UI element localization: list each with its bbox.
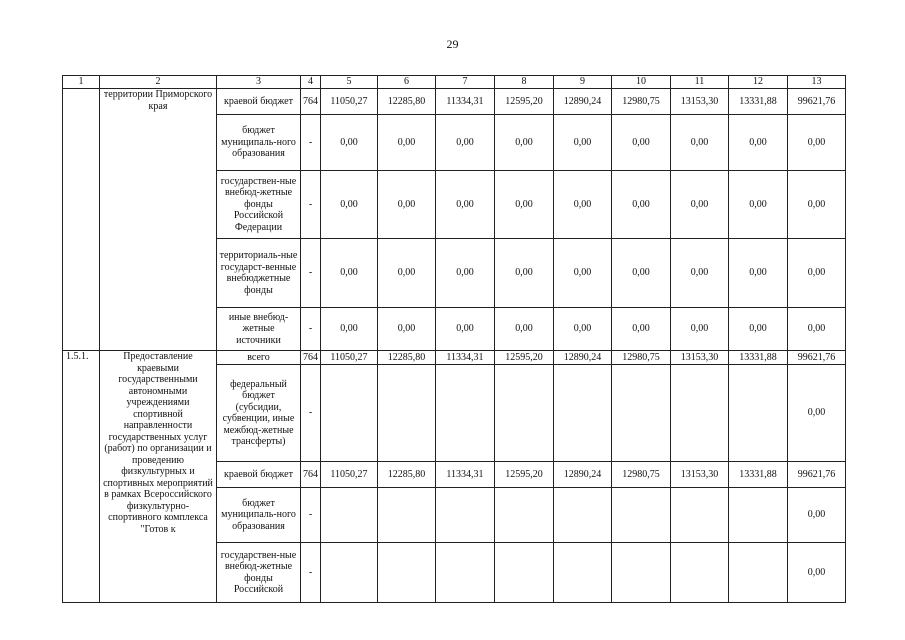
value-year: 13331,88: [729, 89, 788, 115]
value-total: 0,00: [788, 171, 846, 239]
value-year: 0,00: [495, 239, 554, 308]
value-total: 99621,76: [788, 462, 846, 488]
value-year: 11050,27: [321, 351, 378, 365]
value-year: 13331,88: [729, 351, 788, 365]
value-year: 0,00: [495, 115, 554, 171]
header-cell: 11: [671, 76, 729, 89]
value-year: 0,00: [671, 308, 729, 351]
value-total: 99621,76: [788, 351, 846, 365]
value-year: 12890,24: [554, 462, 612, 488]
value-total: 0,00: [788, 308, 846, 351]
funding-source: территориаль-ные государст-венные внебюджетные фонды: [217, 239, 301, 308]
value-year: 0,00: [729, 308, 788, 351]
value-year: 12285,80: [378, 89, 436, 115]
funding-source: бюджет муниципаль-ного образования: [217, 115, 301, 171]
item-name: территории Приморского края: [100, 89, 217, 351]
value-year: 13331,88: [729, 462, 788, 488]
value-year: [729, 365, 788, 462]
value-year: [378, 365, 436, 462]
value-year: 13153,30: [671, 351, 729, 365]
value-year: [495, 543, 554, 603]
value-year: 12285,80: [378, 462, 436, 488]
funding-source: государствен-ные внебюд-жетные фонды Российской: [217, 543, 301, 603]
value-year: [554, 543, 612, 603]
item-number: 1.5.1.: [63, 351, 100, 603]
value-year: 12980,75: [612, 89, 671, 115]
budget-code: 764: [301, 89, 321, 115]
value-total: 0,00: [788, 488, 846, 543]
value-year: 0,00: [729, 115, 788, 171]
value-year: 0,00: [729, 239, 788, 308]
budget-code: -: [301, 365, 321, 462]
header-cell: 9: [554, 76, 612, 89]
value-year: 0,00: [321, 308, 378, 351]
value-year: 0,00: [495, 171, 554, 239]
value-year: 0,00: [554, 115, 612, 171]
value-year: 12890,24: [554, 351, 612, 365]
value-year: 12980,75: [612, 462, 671, 488]
value-year: [612, 365, 671, 462]
funding-source: краевой бюджет: [217, 89, 301, 115]
value-year: 0,00: [321, 115, 378, 171]
budget-code: -: [301, 239, 321, 308]
table-row: [63, 351, 846, 365]
value-year: 13153,30: [671, 89, 729, 115]
value-year: [729, 488, 788, 543]
header-cell: 13: [788, 76, 846, 89]
value-year: [321, 365, 378, 462]
value-year: [495, 365, 554, 462]
value-year: [671, 488, 729, 543]
header-cell: 10: [612, 76, 671, 89]
table-row: [63, 89, 846, 115]
budget-code: 764: [301, 462, 321, 488]
funding-source: всего: [217, 351, 301, 365]
header-cell: 12: [729, 76, 788, 89]
header-row: [63, 76, 846, 89]
value-year: 12285,80: [378, 351, 436, 365]
budget-table: [62, 75, 846, 603]
value-year: 13153,30: [671, 462, 729, 488]
header-cell: 7: [436, 76, 495, 89]
value-year: 0,00: [612, 171, 671, 239]
value-year: 0,00: [378, 239, 436, 308]
value-total: 99621,76: [788, 89, 846, 115]
funding-source: государствен-ные внебюд-жетные фонды Российской Федерации: [217, 171, 301, 239]
item-name: Предоставление краевыми государственными автономными учреждениями спортивной направленности государственных услуг (работ) по организации и проведению физкультурных и спортивных мероприятий в рамках Всероссийского физкультурно-спортивного комплекса "Готов к: [100, 351, 217, 603]
value-year: 0,00: [729, 171, 788, 239]
value-year: 0,00: [436, 308, 495, 351]
value-year: [671, 543, 729, 603]
value-year: 12595,20: [495, 351, 554, 365]
value-year: 0,00: [495, 308, 554, 351]
value-year: 11334,31: [436, 89, 495, 115]
budget-code: -: [301, 171, 321, 239]
value-year: [321, 488, 378, 543]
value-year: 0,00: [671, 115, 729, 171]
value-year: [729, 543, 788, 603]
funding-source: бюджет муниципаль-ного образования: [217, 488, 301, 543]
funding-source: федеральный бюджет (субсидии, субвенции, иные межбюд-жетные трансферты): [217, 365, 301, 462]
value-year: 12595,20: [495, 89, 554, 115]
budget-code: 764: [301, 351, 321, 365]
value-year: 0,00: [378, 171, 436, 239]
budget-code: -: [301, 488, 321, 543]
value-year: 0,00: [436, 239, 495, 308]
page-number: 29: [446, 37, 459, 51]
value-year: 0,00: [671, 239, 729, 308]
value-total: 0,00: [788, 115, 846, 171]
budget-code: -: [301, 543, 321, 603]
value-year: [554, 365, 612, 462]
funding-source: краевой бюджет: [217, 462, 301, 488]
value-year: 0,00: [436, 115, 495, 171]
value-year: 0,00: [612, 115, 671, 171]
value-year: 11050,27: [321, 462, 378, 488]
value-year: 0,00: [378, 308, 436, 351]
value-year: 0,00: [554, 171, 612, 239]
value-year: 0,00: [612, 239, 671, 308]
value-total: 0,00: [788, 239, 846, 308]
value-year: 12890,24: [554, 89, 612, 115]
value-year: 0,00: [671, 171, 729, 239]
value-year: [436, 543, 495, 603]
value-year: 0,00: [321, 239, 378, 308]
header-cell: 4: [301, 76, 321, 89]
funding-source: иные внебюд-жетные источники: [217, 308, 301, 351]
value-total: 0,00: [788, 365, 846, 462]
value-year: 0,00: [378, 115, 436, 171]
value-year: 12980,75: [612, 351, 671, 365]
budget-code: -: [301, 115, 321, 171]
value-year: [495, 488, 554, 543]
value-year: [671, 365, 729, 462]
item-number: [63, 89, 100, 351]
header-cell: 2: [100, 76, 217, 89]
header-cell: 5: [321, 76, 378, 89]
value-total: 0,00: [788, 543, 846, 603]
header-cell: 8: [495, 76, 554, 89]
value-year: [554, 488, 612, 543]
value-year: [378, 488, 436, 543]
value-year: 0,00: [554, 308, 612, 351]
value-year: 11334,31: [436, 351, 495, 365]
header-cell: 1: [63, 76, 100, 89]
value-year: [378, 543, 436, 603]
value-year: [436, 488, 495, 543]
value-year: [612, 488, 671, 543]
header-cell: 3: [217, 76, 301, 89]
budget-code: -: [301, 308, 321, 351]
value-year: [612, 543, 671, 603]
value-year: 0,00: [436, 171, 495, 239]
value-year: [321, 543, 378, 603]
value-year: 12595,20: [495, 462, 554, 488]
value-year: 11334,31: [436, 462, 495, 488]
value-year: 0,00: [554, 239, 612, 308]
header-cell: 6: [378, 76, 436, 89]
value-year: 11050,27: [321, 89, 378, 115]
value-year: [436, 365, 495, 462]
value-year: 0,00: [321, 171, 378, 239]
value-year: 0,00: [612, 308, 671, 351]
